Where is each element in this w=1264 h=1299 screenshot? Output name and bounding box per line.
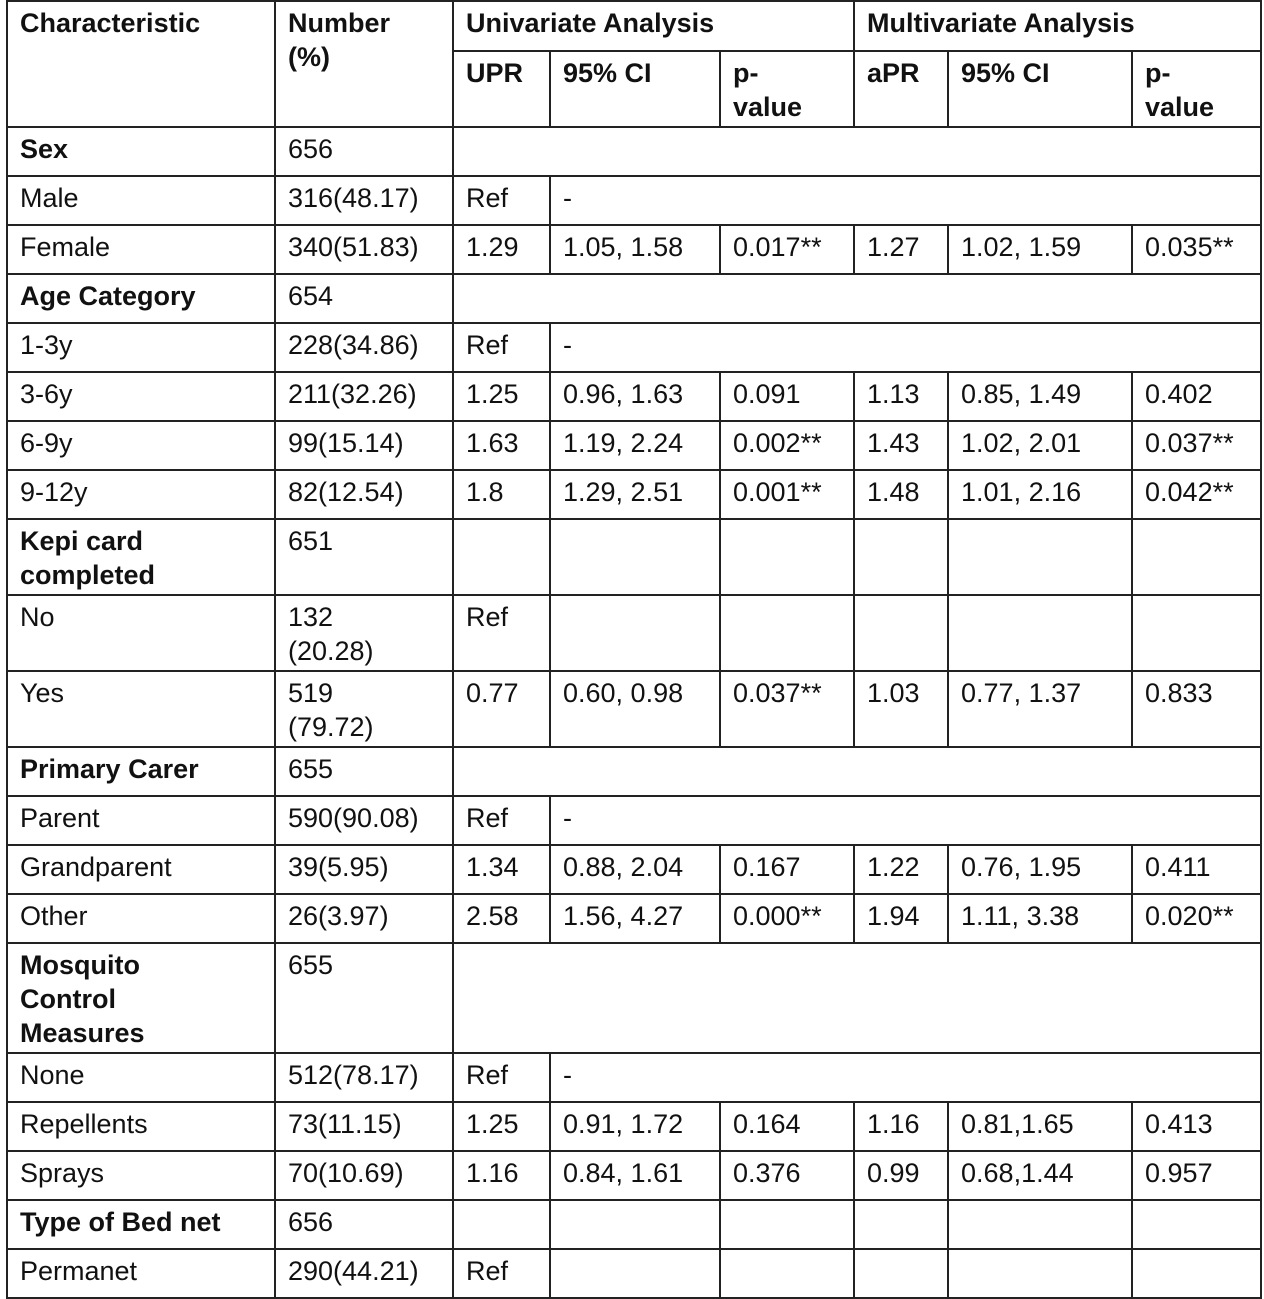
upr-cell: 1.25 [453,372,550,421]
header-characteristic: Characteristic [7,1,275,127]
ci-univariate-cell: 0.88, 2.04 [550,845,720,894]
table-row [7,595,1261,671]
ci-multivariate-cell: 0.68,1.44 [948,1151,1132,1200]
row-label: No [7,595,275,671]
empty-span-cell [453,943,1261,1053]
upr-cell: Ref [453,796,550,845]
count-cell: 656 [275,1200,453,1249]
upr-cell: Ref [453,595,550,671]
upr-cell: 1.34 [453,845,550,894]
empty-cell [948,519,1132,595]
table-row [7,894,1261,943]
empty-cell [550,595,720,671]
count-cell: 70(10.69) [275,1151,453,1200]
empty-cell [1132,595,1261,671]
table-row [7,323,1261,372]
table-row [7,747,1261,796]
row-label: 1-3y [7,323,275,372]
upr-cell: Ref [453,1249,550,1298]
p-multivariate-cell: 0.413 [1132,1102,1261,1151]
p-multivariate-cell: 0.402 [1132,372,1261,421]
count-cell: 656 [275,127,453,176]
empty-cell [720,1200,854,1249]
category-label: Primary Carer [7,747,275,796]
p-multivariate-cell: 0.042** [1132,470,1261,519]
count-cell: 655 [275,943,453,1053]
p-multivariate-cell: 0.957 [1132,1151,1261,1200]
header-apr: aPR [854,51,948,127]
p-multivariate-cell: 0.411 [1132,845,1261,894]
empty-cell [720,595,854,671]
upr-cell: 1.63 [453,421,550,470]
count-cell: 211(32.26) [275,372,453,421]
table-row [7,1102,1261,1151]
ci-univariate-cell: 0.91, 1.72 [550,1102,720,1151]
upr-cell: 0.77 [453,671,550,747]
empty-cell [550,1249,720,1298]
p-univariate-cell: 0.000** [720,894,854,943]
count-cell: 132 (20.28) [275,595,453,671]
row-label: Other [7,894,275,943]
count-cell: 651 [275,519,453,595]
empty-cell [720,1249,854,1298]
header-p-multivariate: p- value [1132,51,1261,127]
category-label: Age Category [7,274,275,323]
p-univariate-cell: 0.002** [720,421,854,470]
table-row [7,470,1261,519]
empty-cell [720,519,854,595]
upr-cell: 1.29 [453,225,550,274]
empty-span-cell [453,127,1261,176]
empty-cell [948,595,1132,671]
apr-cell: 1.48 [854,470,948,519]
category-label: Kepi card completed [7,519,275,595]
apr-cell: 1.94 [854,894,948,943]
row-label: Parent [7,796,275,845]
p-univariate-cell: 0.091 [720,372,854,421]
table-row [7,127,1261,176]
empty-cell [453,1200,550,1249]
table-row [7,176,1261,225]
ci-univariate-cell: 1.56, 4.27 [550,894,720,943]
table-row [7,372,1261,421]
ci-univariate-cell: 0.60, 0.98 [550,671,720,747]
results-table [6,0,1262,1299]
ci-multivariate-cell: 1.02, 1.59 [948,225,1132,274]
upr-cell: Ref [453,1053,550,1102]
ci-univariate-cell: 1.05, 1.58 [550,225,720,274]
p-multivariate-cell: 0.035** [1132,225,1261,274]
apr-cell: 1.03 [854,671,948,747]
row-label: 6-9y [7,421,275,470]
ci-univariate-cell: - [550,176,1261,225]
ci-multivariate-cell: 0.77, 1.37 [948,671,1132,747]
count-cell: 290(44.21) [275,1249,453,1298]
p-univariate-cell: 0.037** [720,671,854,747]
ci-multivariate-cell: 1.01, 2.16 [948,470,1132,519]
header-multivariate: Multivariate Analysis [854,1,1261,51]
p-multivariate-cell: 0.833 [1132,671,1261,747]
table-row [7,671,1261,747]
count-cell: 82(12.54) [275,470,453,519]
apr-cell: 1.16 [854,1102,948,1151]
header-ci-multivariate: 95% CI [948,51,1132,127]
apr-cell: 1.22 [854,845,948,894]
table-row [7,274,1261,323]
p-univariate-cell: 0.017** [720,225,854,274]
empty-cell [550,519,720,595]
ci-multivariate-cell: 0.85, 1.49 [948,372,1132,421]
ci-univariate-cell: - [550,796,1261,845]
count-cell: 654 [275,274,453,323]
table-row [7,1249,1261,1298]
category-label: Sex [7,127,275,176]
apr-cell: 0.99 [854,1151,948,1200]
ci-univariate-cell: 0.84, 1.61 [550,1151,720,1200]
p-multivariate-cell: 0.020** [1132,894,1261,943]
empty-cell [1132,1200,1261,1249]
row-label: None [7,1053,275,1102]
header-univariate: Univariate Analysis [453,1,854,51]
empty-cell [948,1249,1132,1298]
empty-cell [550,1200,720,1249]
count-cell: 99(15.14) [275,421,453,470]
header-p-univariate: p- value [720,51,854,127]
row-label: 9-12y [7,470,275,519]
table-row [7,1151,1261,1200]
p-multivariate-cell: 0.037** [1132,421,1261,470]
category-label: Type of Bed net [7,1200,275,1249]
p-univariate-cell: 0.164 [720,1102,854,1151]
empty-cell [453,519,550,595]
upr-cell: 1.8 [453,470,550,519]
empty-cell [854,519,948,595]
upr-cell: Ref [453,176,550,225]
ci-multivariate-cell: 1.11, 3.38 [948,894,1132,943]
row-label: Sprays [7,1151,275,1200]
p-univariate-cell: 0.376 [720,1151,854,1200]
upr-cell: 1.25 [453,1102,550,1151]
row-label: Permanet [7,1249,275,1298]
table-row [7,845,1261,894]
upr-cell: Ref [453,323,550,372]
count-cell: 590(90.08) [275,796,453,845]
upr-cell: 2.58 [453,894,550,943]
category-label: Mosquito Control Measures [7,943,275,1053]
count-cell: 73(11.15) [275,1102,453,1151]
table-row [7,796,1261,845]
empty-cell [854,595,948,671]
ci-univariate-cell: 0.96, 1.63 [550,372,720,421]
ci-univariate-cell: - [550,1053,1261,1102]
table-row [7,943,1261,1053]
header-number: Number (%) [275,1,453,127]
ci-multivariate-cell: 0.81,1.65 [948,1102,1132,1151]
apr-cell: 1.43 [854,421,948,470]
empty-cell [854,1200,948,1249]
row-label: Male [7,176,275,225]
ci-univariate-cell: 1.19, 2.24 [550,421,720,470]
apr-cell: 1.27 [854,225,948,274]
row-label: Yes [7,671,275,747]
empty-cell [854,1249,948,1298]
empty-cell [1132,1249,1261,1298]
header-upr: UPR [453,51,550,127]
ci-univariate-cell: - [550,323,1261,372]
row-label: Female [7,225,275,274]
count-cell: 316(48.17) [275,176,453,225]
table-row [7,225,1261,274]
row-label: Grandparent [7,845,275,894]
ci-univariate-cell: 1.29, 2.51 [550,470,720,519]
table-row [7,1200,1261,1249]
table-row [7,421,1261,470]
count-cell: 519 (79.72) [275,671,453,747]
count-cell: 39(5.95) [275,845,453,894]
empty-span-cell [453,274,1261,323]
count-cell: 655 [275,747,453,796]
table-row [7,1053,1261,1102]
empty-cell [1132,519,1261,595]
count-cell: 512(78.17) [275,1053,453,1102]
ci-multivariate-cell: 0.76, 1.95 [948,845,1132,894]
count-cell: 340(51.83) [275,225,453,274]
header-ci-univariate: 95% CI [550,51,720,127]
upr-cell: 1.16 [453,1151,550,1200]
p-univariate-cell: 0.167 [720,845,854,894]
table-row [7,519,1261,595]
count-cell: 228(34.86) [275,323,453,372]
p-univariate-cell: 0.001** [720,470,854,519]
apr-cell: 1.13 [854,372,948,421]
row-label: Repellents [7,1102,275,1151]
empty-span-cell [453,747,1261,796]
empty-cell [948,1200,1132,1249]
ci-multivariate-cell: 1.02, 2.01 [948,421,1132,470]
count-cell: 26(3.97) [275,894,453,943]
row-label: 3-6y [7,372,275,421]
